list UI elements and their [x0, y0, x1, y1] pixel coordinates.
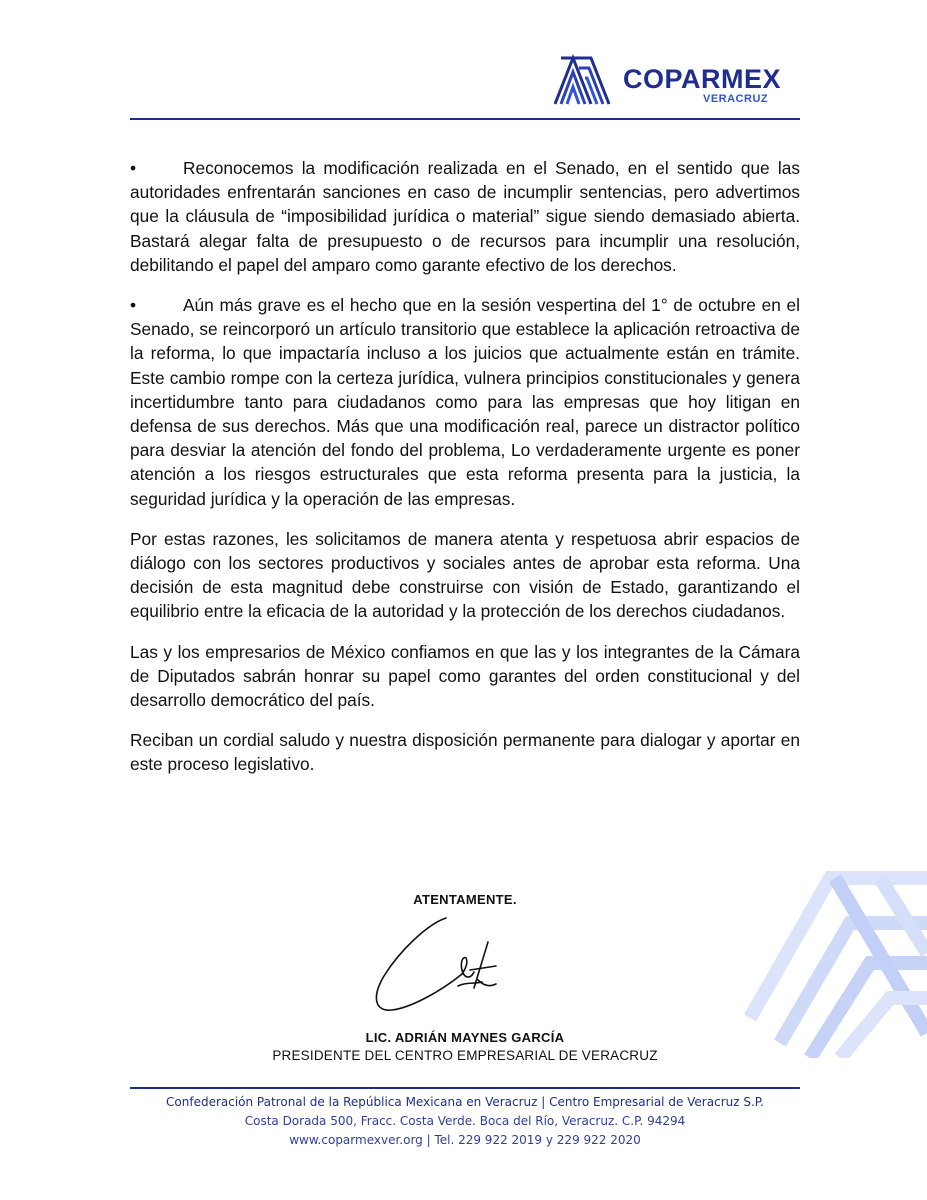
footer-divider [130, 1087, 800, 1089]
footer [100, 1093, 830, 1150]
brand-name: COPARMEX [623, 64, 782, 94]
letter-body [130, 156, 800, 793]
bullet-paragraph-1 [130, 156, 800, 277]
bullet-marker: • [130, 158, 137, 178]
footer-contact: www.coparmexver.org | Tel. 229 922 2019 y 229 922 2020 [289, 1133, 641, 1147]
signer-title: PRESIDENTE DEL CENTRO EMPRESARIAL DE VERACRUZ [272, 1048, 658, 1063]
handwritten-signature-icon [370, 910, 510, 1018]
coparmex-triangle-logo-icon [553, 54, 611, 106]
brand-subtitle: VERACRUZ [703, 93, 769, 105]
closing-block [250, 892, 680, 907]
paragraph-3: Por estas razones, les solicitamos de manera atenta y respetuosa abrir espacios de diálogo con los sectores productivos y sociales antes de aprobar esta reforma. Una decisión de esta magnitud debe construirse con visión de Estado, garantizando el equilibrio entre la eficacia de la autoridad y la protección de los derechos ciudadanos. [130, 528, 800, 622]
paragraph-text: Aún más grave es el hecho que en la sesión vespertina del 1° de octubre en el Senado, se reincorporó un artículo transitorio que establece la aplicación retroactiva de la reforma, lo que impactaría incluso a los juicios que actualmente están en trámite. Este cambio rompe con la certeza jurídica, vulnera principios constitucionales y genera incertidumbre tanto para ciudadanos como para las empresas que hoy litigan en defensa de sus derechos. Más que una modificación real, parece un distractor político para desviar la atención del fondo del problema, Lo verdaderamente urgente es poner atención a los riesgos estructurales que esta reforma presenta para la justicia, la seguridad jurídica y la operación de las empresas. [130, 295, 800, 509]
paragraph-text: Reconocemos la modificación realizada en el Senado, en el sentido que las autoridades enfrentarán sanciones en caso de incumplir sentencias, pero advertimos que la cláusula de “imposibilidad jurídica o material” sigue siendo demasiado abierta. Bastará alegar falta de presupuesto o de recursos para incumplir una resolución, debilitando el papel del amparo como garante efectivo de los derechos. [130, 158, 800, 275]
header-divider [130, 118, 800, 120]
bullet-paragraph-2 [130, 293, 800, 511]
bullet-marker: • [130, 295, 137, 316]
decorative-triangle-pattern-icon [740, 868, 927, 1058]
footer-organization: Confederación Patronal de la República Mexicana en Veracruz | Centro Empresarial de Veracruz S.P. [166, 1095, 764, 1109]
signer-name: LIC. ADRIÁN MAYNES GARCÍA [365, 1030, 565, 1045]
brand-logo [553, 54, 793, 110]
paragraph-4: Las y los empresarios de México confiamos en que las y los integrantes de la Cámara de Diputados sabrán honrar su papel como garantes del orden constitucional y del desarrollo democrático del país. [130, 641, 800, 711]
paragraph-5: Reciban un cordial saludo y nuestra disposición permanente para dialogar y aportar en este proceso legislativo. [130, 730, 800, 775]
footer-address: Costa Dorada 500, Fracc. Costa Verde. Boca del Río, Veracruz. C.P. 94294 [244, 1114, 686, 1128]
closing-text: ATENTAMENTE. [413, 892, 517, 907]
